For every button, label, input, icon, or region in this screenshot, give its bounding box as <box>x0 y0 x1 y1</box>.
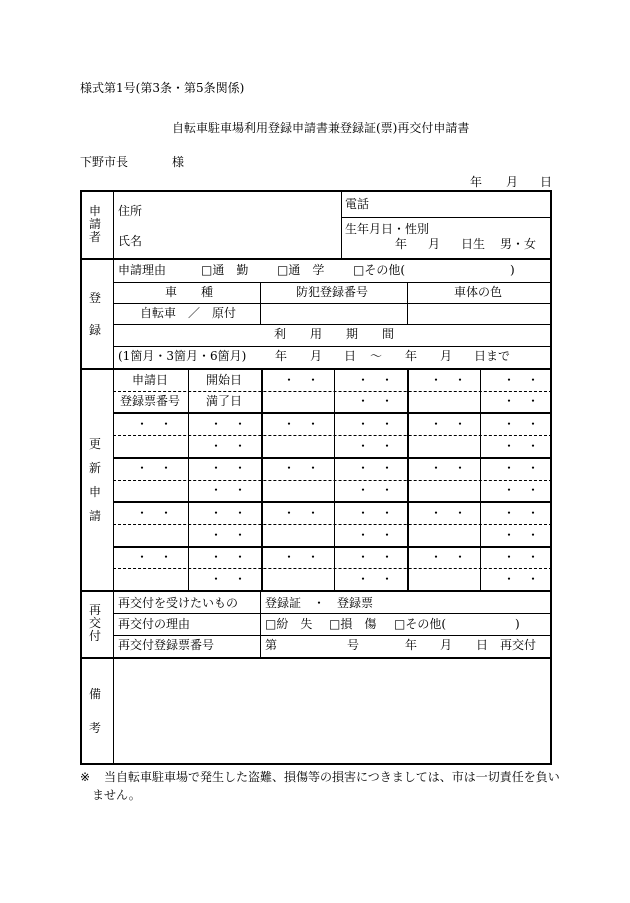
reissue-label-3: 付 <box>89 629 102 643</box>
period-label: 利 用 期 間 <box>274 327 395 341</box>
reason-other-close: ) <box>510 263 515 277</box>
reason-damaged-checkbox[interactable]: □損 傷 <box>329 617 377 631</box>
col-security-number: 防犯登録番号 <box>296 285 369 299</box>
date-placeholder: ・ ・ <box>136 417 173 431</box>
reissue-ticket-reissue: 再交付 <box>500 638 537 652</box>
gender-options: 男・女 <box>500 237 537 251</box>
phone-label: 電話 <box>345 197 370 211</box>
date-placeholder: ・ ・ <box>430 373 467 387</box>
reissue-ticket-month: 月 <box>440 638 453 652</box>
birth-month: 月 <box>428 237 441 251</box>
period-year: 年 <box>275 349 288 363</box>
date-placeholder: ・ ・ <box>210 483 247 497</box>
renewal-label-4: 請 <box>89 509 102 523</box>
address-label: 住所 <box>118 204 143 218</box>
date-placeholder: ・ ・ <box>210 572 247 586</box>
date-placeholder: ・ ・ <box>503 483 540 497</box>
reason-school-checkbox[interactable]: □通 学 <box>277 263 325 277</box>
date-day: 日 <box>540 175 553 189</box>
date-placeholder: ・ ・ <box>430 506 467 520</box>
reissue-ticket-label: 再交付登録票番号 <box>118 638 215 652</box>
addressee-honorific: 様 <box>172 155 185 169</box>
date-placeholder: ・ ・ <box>357 550 394 564</box>
footer-mark: ※ <box>80 770 91 784</box>
date-placeholder: ・ ・ <box>503 550 540 564</box>
applicant-label-1: 申 <box>89 204 102 218</box>
date-placeholder: ・ ・ <box>357 483 394 497</box>
reason-other-checkbox[interactable]: □その他( <box>353 263 406 277</box>
remarks-field[interactable] <box>113 659 550 763</box>
date-placeholder: ・ ・ <box>283 373 320 387</box>
footer-note-line1: 当自転車駐車場で発生した盗難、損傷等の損害につきましては、市は一切責任を負い <box>104 770 560 784</box>
renewal-label-3: 申 <box>89 485 102 499</box>
period-month: 月 <box>310 349 323 363</box>
reason-lost-checkbox[interactable]: □紛 失 <box>265 617 313 631</box>
reissue-reason-label: 再交付の理由 <box>118 617 191 631</box>
period-end-day: 日まで <box>474 349 511 363</box>
footer-note-line2: ません。 <box>92 788 141 802</box>
date-placeholder: ・ ・ <box>357 528 394 542</box>
col-body-color: 車体の色 <box>454 285 503 299</box>
birth-year: 年 <box>395 237 408 251</box>
applicant-label-3: 者 <box>89 230 102 244</box>
start-date-label: 開始日 <box>206 373 243 387</box>
expiry-date-label: 満了日 <box>206 394 243 408</box>
birth-day: 日生 <box>461 237 486 251</box>
registration-label-2: 録 <box>89 323 102 337</box>
reissue-ticket-day: 日 <box>476 638 489 652</box>
date-year: 年 <box>470 175 483 189</box>
date-placeholder: ・ ・ <box>136 461 173 475</box>
reissue-reason-other-close: ) <box>515 617 520 631</box>
date-placeholder: ・ ・ <box>430 417 467 431</box>
date-placeholder: ・ ・ <box>136 506 173 520</box>
name-label: 氏名 <box>118 234 143 248</box>
date-placeholder: ・ ・ <box>283 461 320 475</box>
date-placeholder: ・ ・ <box>136 550 173 564</box>
date-placeholder: ・ ・ <box>503 439 540 453</box>
ticket-number-label: 登録票番号 <box>120 394 181 408</box>
reissue-ticket-year: 年 <box>405 638 418 652</box>
date-placeholder: ・ ・ <box>210 461 247 475</box>
addressee: 下野市長 <box>80 155 129 169</box>
period-options: (1箇月・3箇月・6箇月) <box>118 349 247 363</box>
period-day: 日 <box>344 349 357 363</box>
reason-commute-checkbox[interactable]: □通 勤 <box>201 263 249 277</box>
date-placeholder: ・ ・ <box>503 572 540 586</box>
date-placeholder: ・ ・ <box>503 461 540 475</box>
vehicle-options: 自転車 ／ 原付 <box>140 306 237 320</box>
date-placeholder: ・ ・ <box>503 394 540 408</box>
date-placeholder: ・ ・ <box>357 461 394 475</box>
date-placeholder: ・ ・ <box>283 506 320 520</box>
reissue-label-2: 交 <box>89 616 102 630</box>
date-placeholder: ・ ・ <box>210 528 247 542</box>
date-placeholder: ・ ・ <box>210 506 247 520</box>
renewal-label-1: 更 <box>89 437 102 451</box>
date-placeholder: ・ ・ <box>210 439 247 453</box>
reissue-ticket-suffix: 号 <box>347 638 360 652</box>
application-date-label: 申請日 <box>132 373 169 387</box>
applicant-label-2: 請 <box>89 217 102 231</box>
col-vehicle-type: 車 種 <box>165 285 214 299</box>
date-placeholder: ・ ・ <box>357 439 394 453</box>
remarks-label-2: 考 <box>89 721 102 735</box>
date-placeholder: ・ ・ <box>210 550 247 564</box>
reissue-label-1: 再 <box>89 603 102 617</box>
date-placeholder: ・ ・ <box>357 394 394 408</box>
date-placeholder: ・ ・ <box>503 506 540 520</box>
birth-label: 生年月日・性別 <box>345 222 430 236</box>
date-placeholder: ・ ・ <box>357 572 394 586</box>
reissue-reason-other-checkbox[interactable]: □その他( <box>394 617 447 631</box>
date-placeholder: ・ ・ <box>503 528 540 542</box>
period-end-year: 年 <box>405 349 418 363</box>
date-placeholder: ・ ・ <box>210 417 247 431</box>
date-placeholder: ・ ・ <box>283 417 320 431</box>
date-placeholder: ・ ・ <box>430 550 467 564</box>
period-end-month: 月 <box>440 349 453 363</box>
date-placeholder: ・ ・ <box>503 373 540 387</box>
date-placeholder: ・ ・ <box>357 373 394 387</box>
date-placeholder: ・ ・ <box>503 417 540 431</box>
date-month: 月 <box>506 175 519 189</box>
reissue-item-label: 再交付を受けたいもの <box>118 596 239 610</box>
form-title: 自転車駐車場利用登録申請書兼登録証(票)再交付申請書 <box>172 121 470 135</box>
reason-label: 申請理由 <box>118 263 167 277</box>
date-placeholder: ・ ・ <box>430 461 467 475</box>
form-number: 様式第1号(第3条・第5条関係) <box>80 81 245 95</box>
date-placeholder: ・ ・ <box>357 506 394 520</box>
period-tilde: ～ <box>370 349 383 363</box>
date-placeholder: ・ ・ <box>357 417 394 431</box>
renewal-label-2: 新 <box>89 461 102 475</box>
registration-label-1: 登 <box>89 291 102 305</box>
reissue-item-options: 登録証 ・ 登録票 <box>265 596 374 610</box>
reissue-ticket-prefix: 第 <box>265 638 278 652</box>
date-placeholder: ・ ・ <box>283 550 320 564</box>
remarks-label-1: 備 <box>89 687 102 701</box>
